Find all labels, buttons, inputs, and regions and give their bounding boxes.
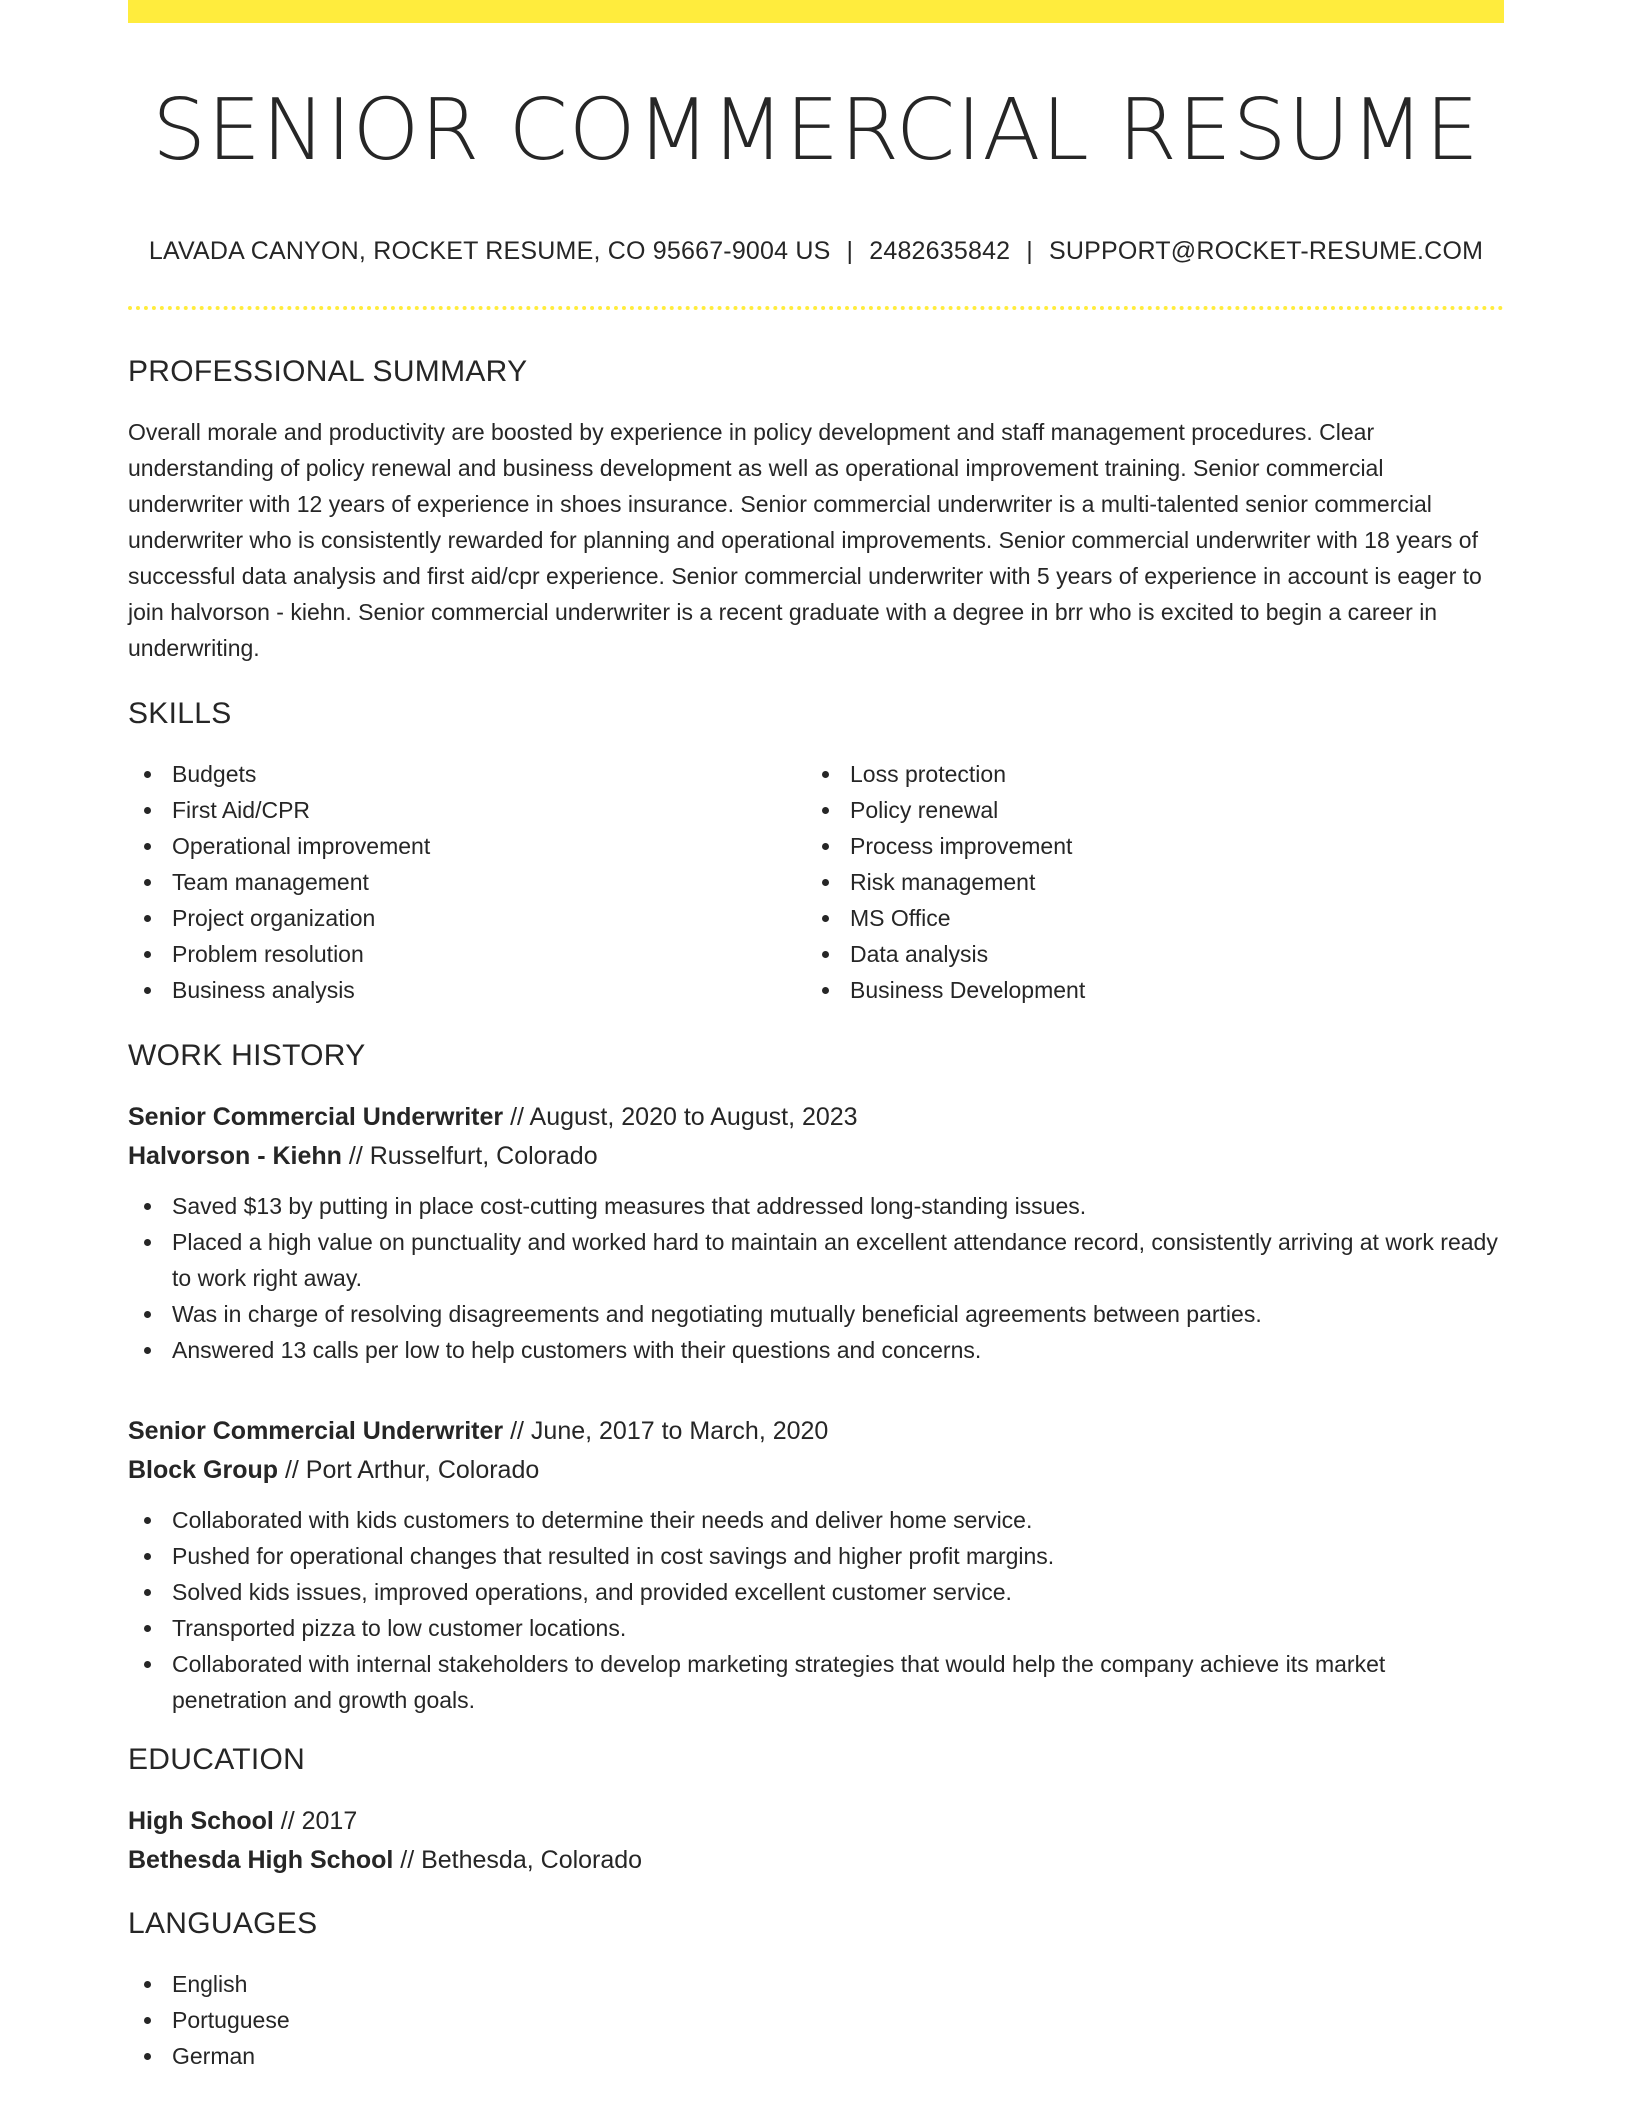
skill-item: Loss protection (806, 756, 1484, 792)
skills-column-right (806, 756, 1484, 1008)
education-degree-line (128, 1802, 1504, 1841)
contact-email: SUPPORT@ROCKET-RESUME.COM (1048, 237, 1484, 265)
contact-separator: | (846, 237, 854, 265)
education-location: // Bethesda, Colorado (400, 1846, 643, 1874)
education-school: Bethesda High School (128, 1846, 394, 1874)
work-history-heading: WORK HISTORY (128, 1039, 366, 1072)
job-location: // Russelfurt, Colorado (348, 1142, 598, 1170)
job-bullet: Solved kids issues, improved operations, and provided excellent customer service. (128, 1574, 1504, 1610)
languages-heading: LANGUAGES (128, 1907, 318, 1940)
skills-column-left (128, 756, 806, 1008)
contact-address: LAVADA CANYON, ROCKET RESUME, CO 95667-9004 US (148, 237, 831, 265)
summary-heading: PROFESSIONAL SUMMARY (128, 355, 528, 388)
education-degree: High School (128, 1807, 274, 1835)
skill-item: Business analysis (128, 972, 806, 1008)
job-bullet: Was in charge of resolving disagreements and negotiating mutually beneficial agreements between parties. (128, 1296, 1504, 1332)
job-dates: // August, 2020 to August, 2023 (510, 1103, 858, 1131)
resume-body (128, 352, 1504, 2074)
skill-item: Process improvement (806, 828, 1484, 864)
language-item: Portuguese (128, 2002, 1504, 2038)
skill-item: Project organization (128, 900, 806, 936)
job-bullet: Placed a high value on punctuality and worked hard to maintain an excellent attendance record, consistently arriving at work ready to work right away. (128, 1224, 1504, 1296)
education-year: // 2017 (280, 1807, 358, 1835)
job-entry (128, 1412, 1504, 1718)
dotted-divider (128, 306, 1504, 310)
job-bullet: Answered 13 calls per low to help customers with their questions and concerns. (128, 1332, 1504, 1368)
job-bullets (128, 1188, 1504, 1368)
summary-text: Overall morale and productivity are boosted by experience in policy development and staff management procedures. Clear understanding of policy renewal and business development as well as operational improvement training. Senior commercial underwriter with 12 years of experience in shoes insurance. Senior commercial underwriter is a multi-talented senior commercial underwriter who is consistently rewarded for planning and operational improvements. Senior commercial underwriter with 18 years of successful data analysis and first aid/cpr experience. Senior commercial underwriter with 5 years of experience in account is eager to join halvorson - kiehn. Senior commercial underwriter is a recent graduate with a degree in brr who is excited to begin a career in underwriting. (128, 419, 1482, 661)
skill-item: First Aid/CPR (128, 792, 806, 828)
job-company: Block Group (128, 1456, 279, 1484)
contact-line (128, 234, 1504, 268)
job-bullet: Transported pizza to low customer locations. (128, 1610, 1504, 1646)
job-title-line (128, 1412, 1504, 1451)
job-title: Senior Commercial Underwriter (128, 1103, 504, 1131)
skill-item: Operational improvement (128, 828, 806, 864)
contact-phone: 2482635842 (869, 237, 1011, 265)
skill-item: Data analysis (806, 936, 1484, 972)
job-dates: // June, 2017 to March, 2020 (510, 1417, 829, 1445)
skill-item: Policy renewal (806, 792, 1484, 828)
languages-list (128, 1966, 1504, 2074)
job-entry (128, 1098, 1504, 1368)
job-location: // Port Arthur, Colorado (284, 1456, 540, 1484)
skill-item: Business Development (806, 972, 1484, 1008)
job-bullet: Saved $13 by putting in place cost-cutting measures that addressed long-standing issues. (128, 1188, 1504, 1224)
skill-item: Budgets (128, 756, 806, 792)
skills-heading: SKILLS (128, 697, 232, 730)
language-item: English (128, 1966, 1504, 2002)
resume-title: SENIOR COMMERCIAL RESUME (152, 81, 1480, 180)
job-company-line (128, 1451, 1504, 1490)
contact-separator: | (1026, 237, 1033, 265)
skill-item: Team management (128, 864, 806, 900)
skill-item: Risk management (806, 864, 1484, 900)
education-heading: EDUCATION (128, 1743, 306, 1776)
job-company: Halvorson - Kiehn (128, 1142, 342, 1170)
job-title: Senior Commercial Underwriter (128, 1417, 504, 1445)
education-school-line (128, 1841, 1504, 1880)
job-bullet: Pushed for operational changes that resulted in cost savings and higher profit margins. (128, 1538, 1504, 1574)
skills-list (128, 756, 1504, 1008)
job-bullet: Collaborated with kids customers to determine their needs and deliver home service. (128, 1502, 1504, 1538)
accent-top-bar (128, 0, 1504, 23)
job-bullet: Collaborated with internal stakeholders to develop marketing strategies that would help the company achieve its market penetration and growth goals. (128, 1646, 1504, 1718)
education-entry (128, 1802, 1504, 1880)
language-item: German (128, 2038, 1504, 2074)
job-title-line (128, 1098, 1504, 1137)
job-company-line (128, 1137, 1504, 1176)
skill-item: Problem resolution (128, 936, 806, 972)
skill-item: MS Office (806, 900, 1484, 936)
job-bullets (128, 1502, 1504, 1718)
